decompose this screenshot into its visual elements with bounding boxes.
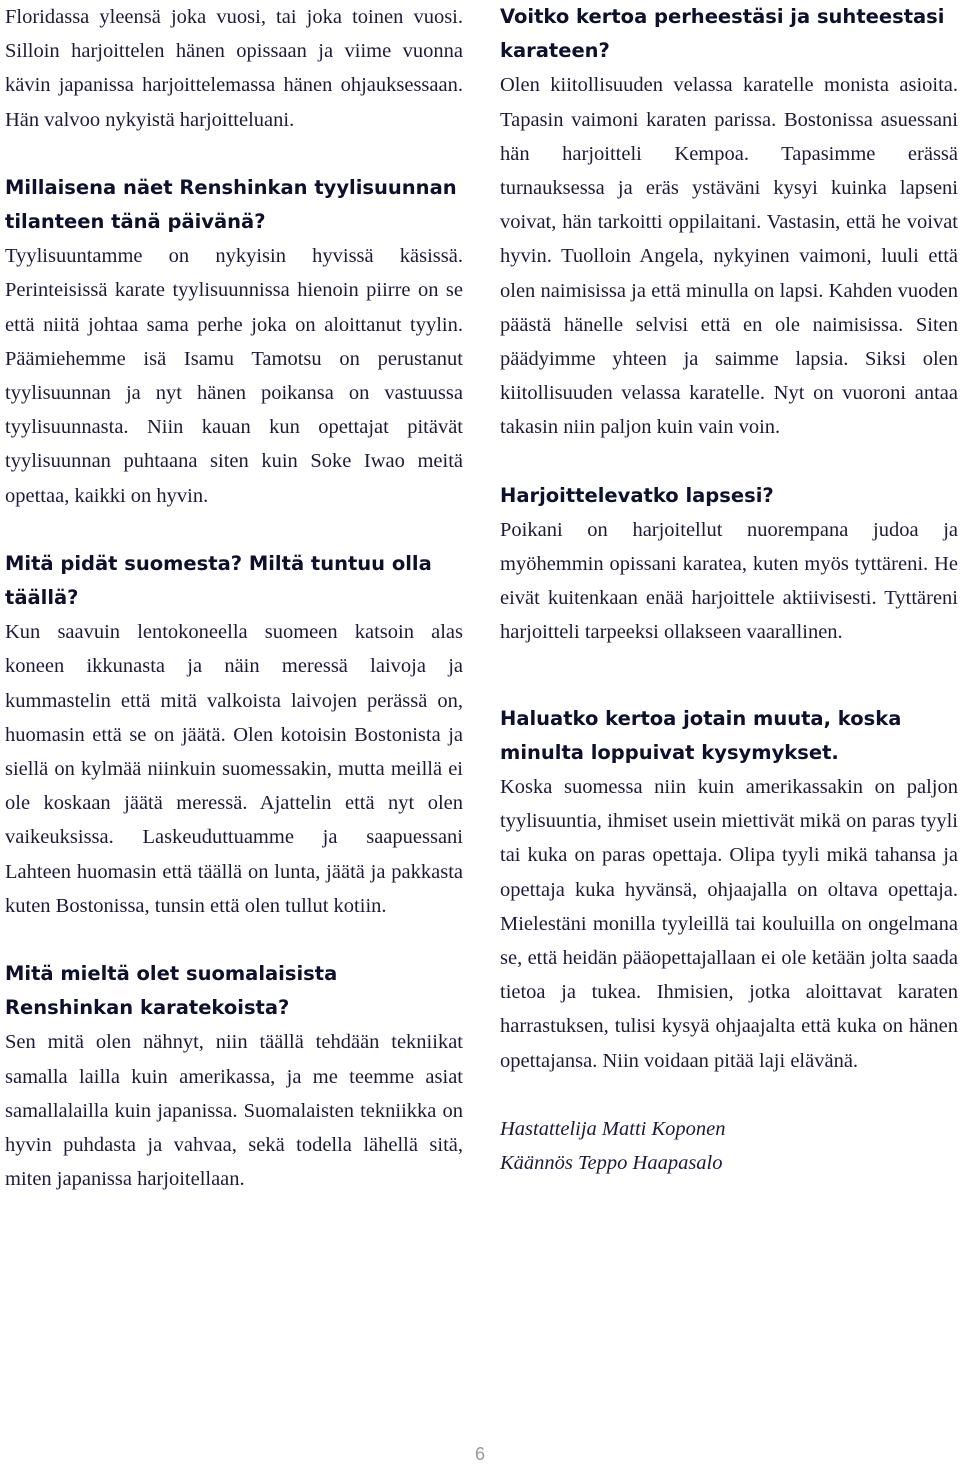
answer-paragraph: Olen kiitollisuuden velassa karatelle monista asioita. Tapasin vaimoni karaten parissa. Bostonissa asuessani hän harjoitteli Kempoa. Tapasimme erässä turnauksessa ja eräs ystäväni kysyi kuinka lapseni voivat, hän tarkoitti oppilaitani. Vastasin, että he voivat hyvin. Tuolloin Angela, nykyinen vaimoni, luuli että olen naimisissa ja että minulla on lapsi. Kahden vuoden päästä hänelle selvisi että en ole naimisissa. Siten päädyimme yhteen ja saimme lapsia. Siksi olen kiitollisuuden velassa karatelle. Nyt on vuoroni antaa takasin niin paljon kuin vain voin. — [500, 74, 958, 439]
answer-paragraph: Tyylisuuntamme on nykyisin hyvissä käsissä. Perinteisissä karate tyylisuunnissa hienoin piirre on se että niitä johtaa sama perhe joka on aloittanut tyylin. Päämiehemme isä Isamu Tamotsu on perustanut tyylisuunnan ja nyt hänen poikansa on vastuussa tyylisuunnasta. Niin kauan kun opettajat pitävät tyylisuunnan puhtaana siten kuin Soke Iwao meitä opettaa, kaikki on hyvin. — [5, 245, 463, 507]
answer-paragraph: Sen mitä olen nähnyt, niin täällä tehdään tekniikat samalla lailla kuin amerikassa, ja me teemme asiat samallalailla kuin japanissa. Suomalaisten tekniikka on hyvin puhdasta ja vahvaa, sekä todella lähellä sitä, miten japanissa harjoitellaan. — [5, 1031, 463, 1191]
spacer — [5, 137, 463, 171]
right-column — [500, 0, 958, 1180]
spacer — [500, 650, 958, 702]
question-heading: Mitä pidät suomesta? Miltä tuntuu olla täällä? — [5, 551, 432, 610]
question-heading: Mitä mieltä olet suomalaisista Renshinkan karatekoista? — [5, 962, 338, 1020]
answer-paragraph: Poikani on harjoitellut nuorempana judoa ja myöhemmin opissani karatea, kuten myös tyttäreni. He eivät kuitenkaan enää harjoittele aktiivisesti. Tyttäreni harjoitteli tarpeeksi ollakseen vaarallinen. — [500, 518, 958, 644]
question-heading: Harjoittelevatko lapsesi? — [500, 483, 774, 507]
paragraph-intro: Floridassa yleensä joka vuosi, tai joka toinen vuosi. Silloin harjoittelen hänen opissaan ja viime vuonna kävin japanissa harjoittelemassa hänen ohjauksessaan. Hän valvoo nykyistä harjoitteluani. — [5, 6, 463, 131]
spacer — [5, 513, 463, 547]
left-column — [5, 0, 463, 1197]
question-heading: Haluatko kertoa jotain muuta, koska minulta loppuivat kysymykset. — [500, 706, 902, 764]
interviewer-credit: Hastattelija Matti Koponen — [500, 1117, 726, 1140]
question-heading: Voitko kertoa perheestäsi ja suhteestasi karateen? — [500, 5, 945, 63]
question-heading: Millaisena näet Renshinkan tyylisuunnan tilanteen tänä päivänä? — [5, 175, 457, 234]
spacer — [500, 445, 958, 479]
answer-paragraph: Koska suomessa niin kuin amerikassakin on paljon tyylisuuntia, ihmiset usein miettivät mikä on paras tyyli tai kuka on paras opettaja. Olipa tyyli mikä tahansa ja opettaja kuka hyvänsä, ohjaajalla on oltava opettaja. Mielestäni monilla tyyleillä tai kouluilla on ongelmana se, että heidän pääopettajallaan ei ole ketään jolta saada tietoa ja tukea. Ihmisien, jotka aloittavat karaten harrastuksen, tulisi kysyä ohjaajalta että kuka on hänen opettajansa. Niin voidaan pitää laji elävänä. — [500, 776, 958, 1072]
translator-credit: Käännös Teppo Haapasalo — [500, 1151, 723, 1174]
answer-paragraph: Kun saavuin lentokoneella suomeen katsoin alas koneen ikkunasta ja näin meressä laivoja ja kummastelin että mitä valkoista laivojen perässä on, huomasin että se on jäätä. Olen kotoisin Bostonista ja siellä on kylmää niinkuin suomessakin, mutta meillä ei ole koskaan jäätä meressä. Ajattelin että nyt olen vaikeuksissa. Laskeuduttuamme ja saapuessani Lahteen huomasin että täällä on lunta, jäätä ja pakkasta kuten Bostonissa, tunsin että olen tullut kotiin. — [5, 621, 463, 917]
spacer — [5, 923, 463, 957]
page-number: 6 — [474, 1444, 485, 1464]
spacer — [500, 1078, 958, 1112]
